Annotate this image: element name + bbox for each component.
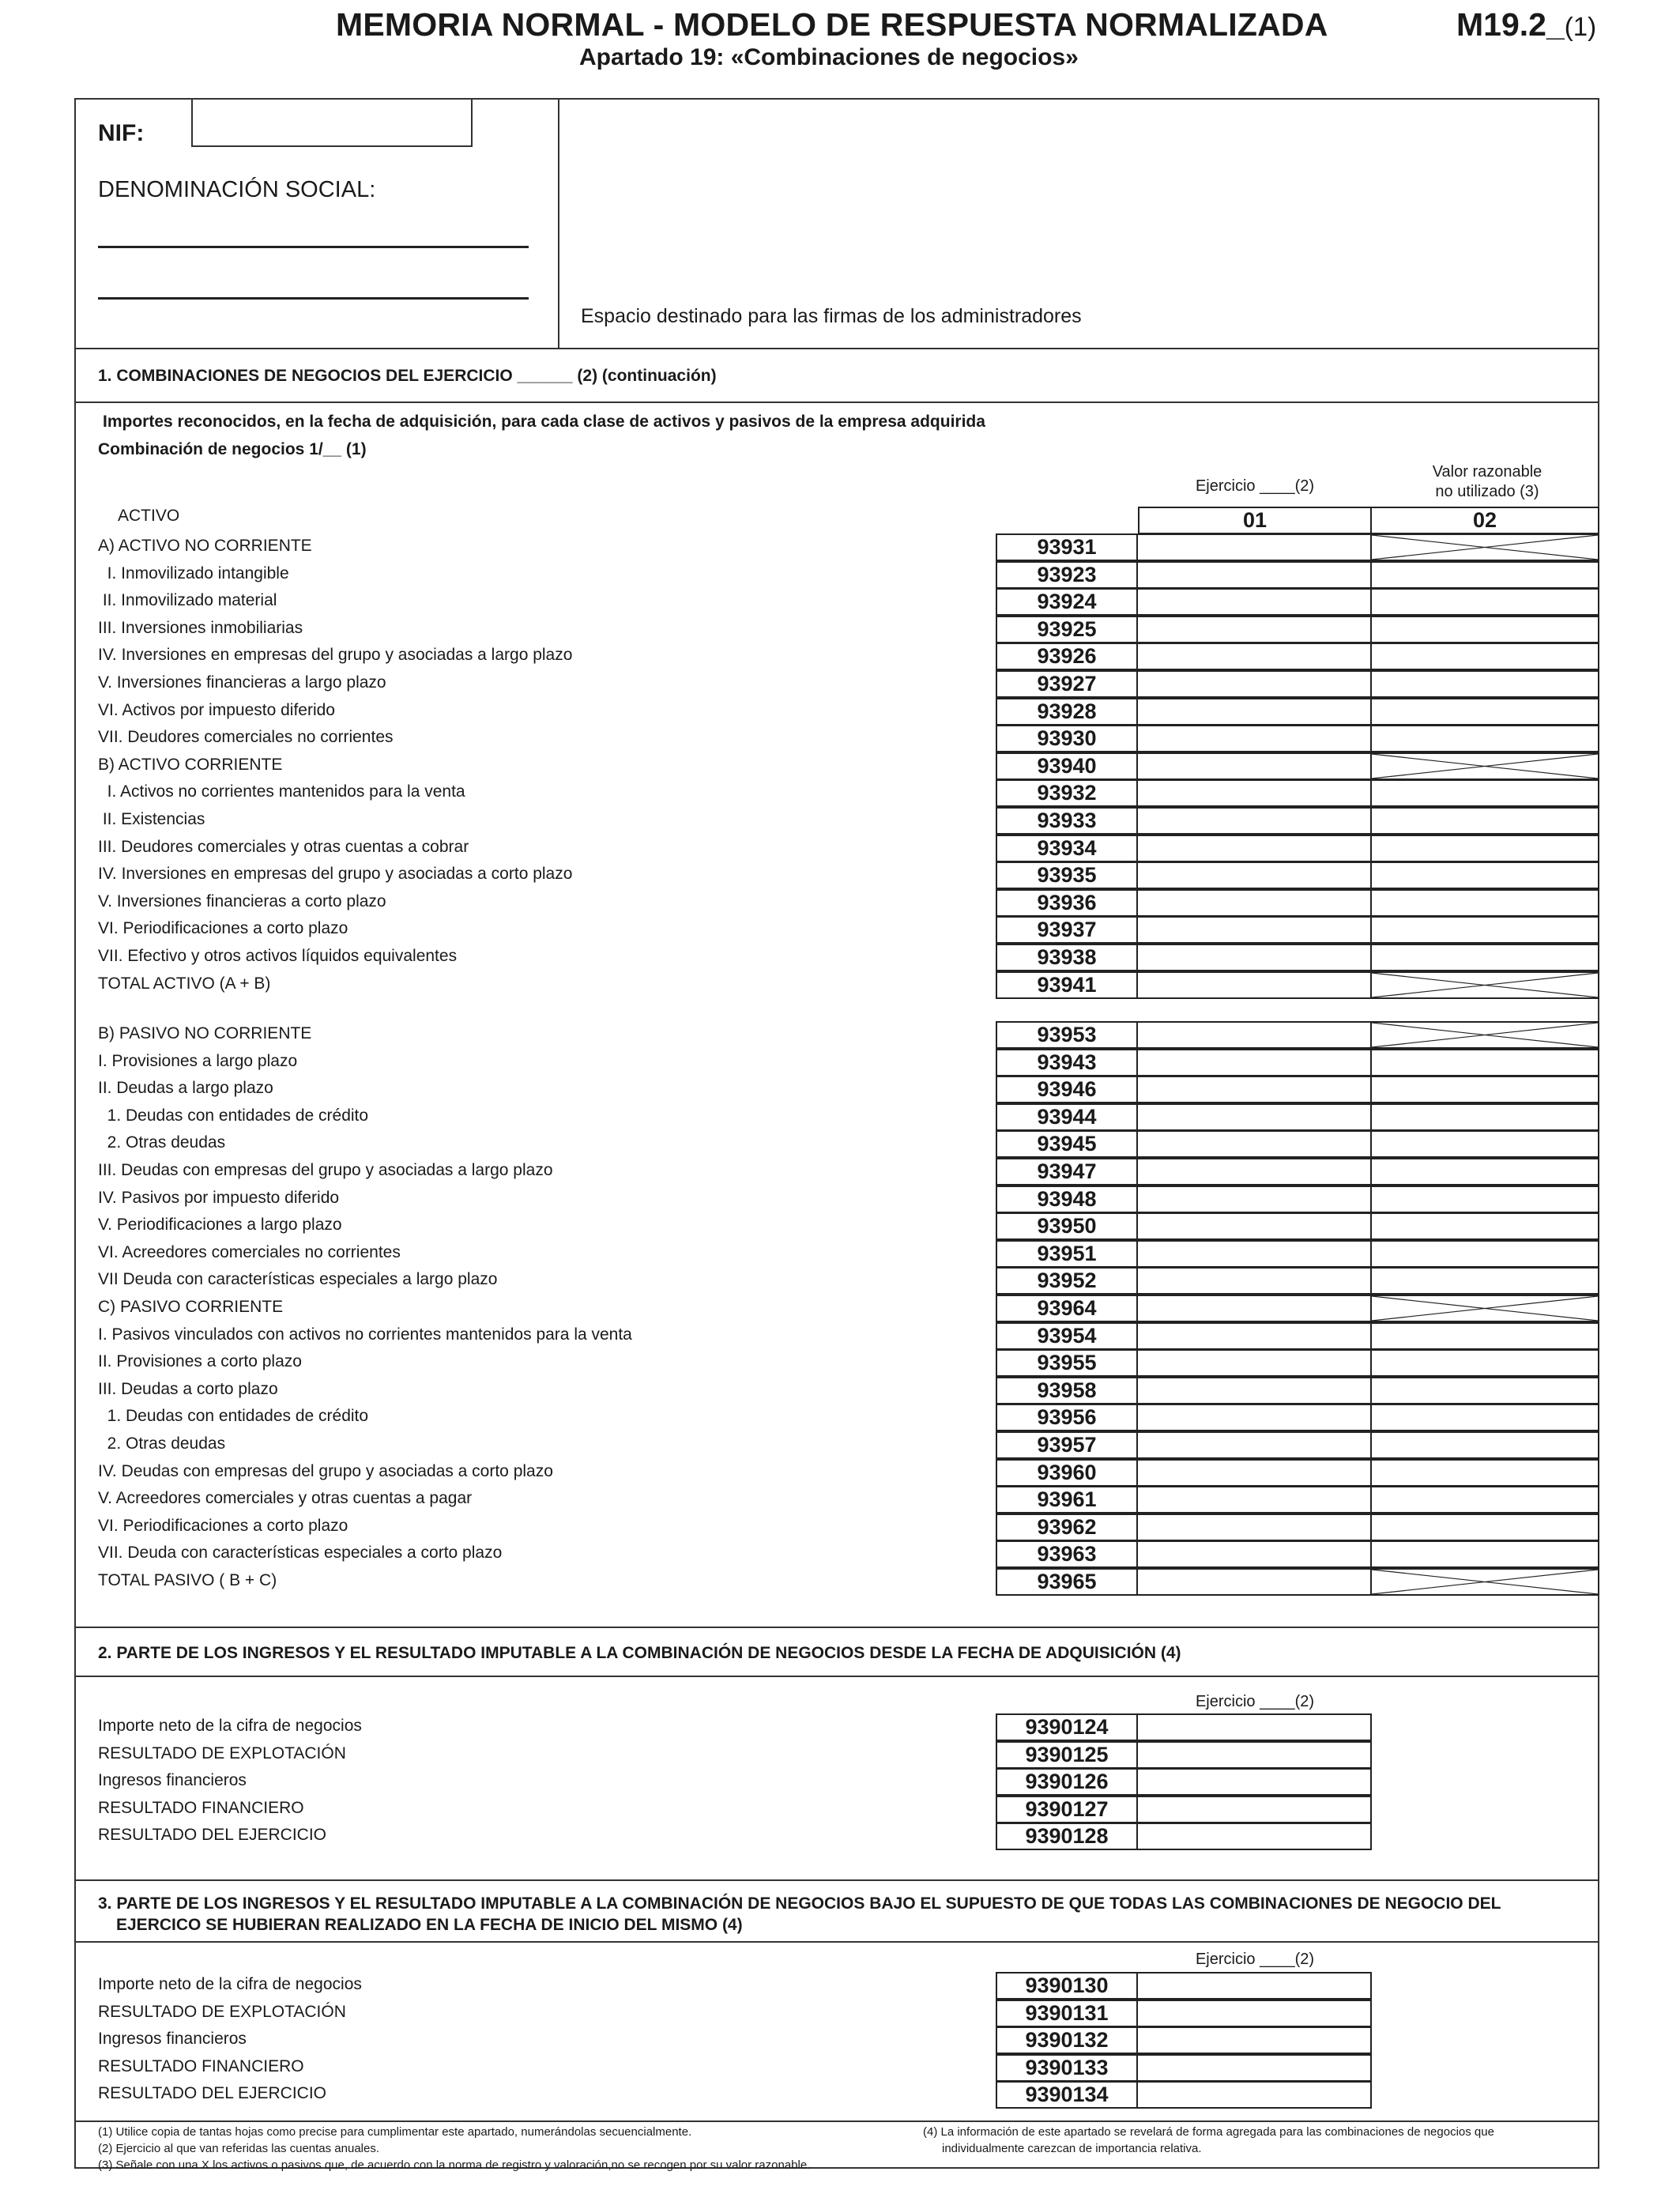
value-cell-valor-razonable[interactable] bbox=[1370, 889, 1599, 917]
row-code: 9390124 bbox=[996, 1713, 1138, 1741]
row-label: Ingresos financieros bbox=[98, 2030, 247, 2049]
value-cell-ejercicio[interactable] bbox=[1136, 807, 1372, 835]
row-label: TOTAL PASIVO ( B + C) bbox=[98, 1571, 277, 1589]
row-code: 93960 bbox=[996, 1459, 1138, 1487]
row-code: 93948 bbox=[996, 1186, 1138, 1213]
row-code: 93962 bbox=[996, 1514, 1138, 1541]
row-code: 9390126 bbox=[996, 1768, 1138, 1796]
row-code: 93926 bbox=[996, 643, 1138, 670]
value-cell-disabled bbox=[1370, 533, 1599, 561]
row-label: V. Acreedores comerciales y otras cuentas a pagar bbox=[98, 1489, 473, 1508]
value-cell-ejercicio[interactable] bbox=[1136, 1349, 1372, 1377]
denominacion-line-1[interactable] bbox=[98, 246, 529, 248]
value-cell-ejercicio[interactable] bbox=[1136, 1295, 1372, 1322]
value-cell-valor-razonable[interactable] bbox=[1370, 1431, 1599, 1459]
value-cell-ejercicio[interactable] bbox=[1136, 835, 1372, 862]
value-cell-disabled bbox=[1370, 752, 1599, 780]
value-cell-ejercicio[interactable] bbox=[1136, 1568, 1372, 1596]
value-cell-ejercicio[interactable] bbox=[1136, 2081, 1372, 2109]
row-label: II. Provisiones a corto plazo bbox=[98, 1352, 302, 1371]
value-cell-ejercicio[interactable] bbox=[1136, 1796, 1372, 1823]
value-cell-ejercicio[interactable] bbox=[1136, 889, 1372, 917]
value-cell-ejercicio[interactable] bbox=[1136, 1972, 1372, 2000]
row-code: 93930 bbox=[996, 725, 1138, 752]
row-code: 9390128 bbox=[996, 1823, 1138, 1850]
row-code: 93934 bbox=[996, 835, 1138, 862]
row-code: 93924 bbox=[996, 588, 1138, 616]
value-cell-ejercicio[interactable] bbox=[1136, 1741, 1372, 1769]
row-label: V. Periodificaciones a largo plazo bbox=[98, 1216, 342, 1235]
value-cell-ejercicio[interactable] bbox=[1136, 861, 1372, 889]
row-label: VII. Efectivo y otros activos líquidos equivalentes bbox=[98, 947, 458, 965]
row-label: 2. Otras deudas bbox=[98, 1434, 226, 1453]
row-code: 93937 bbox=[996, 916, 1138, 944]
value-cell-ejercicio[interactable] bbox=[1136, 1212, 1372, 1240]
row-code: 93943 bbox=[996, 1049, 1138, 1076]
value-cell-valor-razonable[interactable] bbox=[1370, 1322, 1599, 1350]
row-code: 9390131 bbox=[996, 2000, 1138, 2027]
value-cell-ejercicio[interactable] bbox=[1136, 2054, 1372, 2082]
row-code: 93927 bbox=[996, 670, 1138, 698]
value-cell-ejercicio[interactable] bbox=[1136, 1540, 1372, 1568]
value-cell-valor-razonable[interactable] bbox=[1370, 561, 1599, 589]
value-cell-valor-razonable[interactable] bbox=[1370, 1240, 1599, 1268]
col2-header-line2: no utilizado (3) bbox=[1435, 483, 1539, 500]
value-cell-ejercicio[interactable] bbox=[1136, 779, 1372, 807]
value-cell-valor-razonable[interactable] bbox=[1370, 1049, 1599, 1076]
value-cell-valor-razonable[interactable] bbox=[1370, 944, 1599, 971]
divider bbox=[74, 1676, 1599, 1677]
value-cell-ejercicio[interactable] bbox=[1136, 1514, 1372, 1541]
form-title-text: MEMORIA NORMAL - MODELO DE RESPUESTA NORMALIZADA bbox=[336, 6, 1328, 43]
footnote-1: (1) Utilice copia de tantas hojas como precise para cumplimentar este apartado, numerándolas secuencialmente. bbox=[98, 2125, 692, 2139]
row-code: 9390125 bbox=[996, 1741, 1138, 1769]
row-label: TOTAL ACTIVO (A + B) bbox=[98, 974, 271, 993]
row-label: Ingresos financieros bbox=[98, 1771, 247, 1790]
value-cell-ejercicio[interactable] bbox=[1136, 725, 1372, 752]
form-code bbox=[1456, 6, 1596, 43]
value-cell-ejercicio[interactable] bbox=[1136, 561, 1372, 589]
row-label: I. Inmovilizado intangible bbox=[98, 564, 289, 582]
row-label: I. Pasivos vinculados con activos no corrientes mantenidos para la venta bbox=[98, 1325, 632, 1344]
row-label: RESULTADO DE EXPLOTACIÓN bbox=[98, 1744, 346, 1762]
value-cell-ejercicio[interactable] bbox=[1136, 1103, 1372, 1131]
row-label: VI. Periodificaciones a corto plazo bbox=[98, 1516, 348, 1535]
row-label: I. Activos no corrientes mantenidos para la venta bbox=[98, 782, 465, 801]
row-code: 9390132 bbox=[996, 2026, 1138, 2054]
value-cell-ejercicio[interactable] bbox=[1136, 698, 1372, 726]
row-label: III. Deudas a corto plazo bbox=[98, 1379, 278, 1398]
row-code: 9390133 bbox=[996, 2054, 1138, 2082]
row-code: 93958 bbox=[996, 1377, 1138, 1404]
value-cell-ejercicio[interactable] bbox=[1136, 2026, 1372, 2054]
row-code: 93928 bbox=[996, 698, 1138, 726]
value-cell-disabled bbox=[1370, 971, 1599, 999]
row-code: 93940 bbox=[996, 752, 1138, 780]
row-label: Importe neto de la cifra de negocios bbox=[98, 1975, 362, 1993]
row-label: V. Inversiones financieras a corto plazo bbox=[98, 892, 386, 910]
cross-mark-icon bbox=[1372, 535, 1598, 560]
row-code: 93951 bbox=[996, 1240, 1138, 1268]
row-label: RESULTADO DE EXPLOTACIÓN bbox=[98, 2002, 346, 2021]
row-code: 93961 bbox=[996, 1486, 1138, 1514]
value-cell-ejercicio[interactable] bbox=[1136, 1404, 1372, 1431]
section3-title-line2: EJERCICO SE HUBIERAN REALIZADO EN LA FECHA DE INICIO DEL MISMO (4) bbox=[116, 1916, 743, 1934]
row-label: VII. Deuda con características especiales a corto plazo bbox=[98, 1544, 503, 1563]
value-cell-ejercicio[interactable] bbox=[1136, 1823, 1372, 1850]
value-cell-ejercicio[interactable] bbox=[1136, 971, 1372, 999]
value-cell-valor-razonable[interactable] bbox=[1370, 588, 1599, 616]
combination-label: Combinación de negocios 1/__ (1) bbox=[98, 440, 367, 458]
col2-number: 02 bbox=[1370, 507, 1599, 534]
value-cell-ejercicio[interactable] bbox=[1136, 1713, 1372, 1741]
row-label: II. Deudas a largo plazo bbox=[98, 1079, 273, 1098]
row-code: 93964 bbox=[996, 1295, 1138, 1322]
row-label: Importe neto de la cifra de negocios bbox=[98, 1717, 362, 1735]
form-code-text: M19.2_ bbox=[1456, 6, 1565, 43]
row-code: 93935 bbox=[996, 861, 1138, 889]
row-label: RESULTADO DEL EJERCICIO bbox=[98, 2084, 326, 2103]
row-code: 93955 bbox=[996, 1349, 1138, 1377]
cross-mark-icon bbox=[1372, 754, 1598, 778]
divider bbox=[74, 1879, 1599, 1881]
value-cell-valor-razonable[interactable] bbox=[1370, 1377, 1599, 1404]
row-label: VI. Activos por impuesto diferido bbox=[98, 700, 335, 719]
denominacion-line-2[interactable] bbox=[98, 297, 529, 300]
value-cell-ejercicio[interactable] bbox=[1136, 616, 1372, 643]
row-label: II. Existencias bbox=[98, 810, 205, 828]
row-label: IV. Deudas con empresas del grupo y asociadas a corto plazo bbox=[98, 1461, 553, 1480]
row-label: V. Inversiones financieras a largo plazo bbox=[98, 673, 386, 692]
value-cell-disabled bbox=[1370, 1568, 1599, 1596]
row-label: RESULTADO DEL EJERCICIO bbox=[98, 1826, 326, 1845]
row-label: I. Provisiones a largo plazo bbox=[98, 1051, 298, 1070]
value-cell-ejercicio[interactable] bbox=[1136, 588, 1372, 616]
divider bbox=[74, 401, 1599, 403]
row-code: 93933 bbox=[996, 807, 1138, 835]
value-cell-ejercicio[interactable] bbox=[1136, 643, 1372, 670]
row-label: IV. Inversiones en empresas del grupo y asociadas a largo plazo bbox=[98, 646, 573, 665]
value-cell-valor-razonable[interactable] bbox=[1370, 1130, 1599, 1158]
section1-intro: Importes reconocidos, en la fecha de adquisición, para cada clase de activos y pasivos de la empresa adquirida bbox=[103, 413, 985, 431]
row-code: 93925 bbox=[996, 616, 1138, 643]
footnote-3: (3) Señale con una X los activos o pasivos que, de acuerdo con la norma de registro y valoración,no se recogen por su valor razonable. bbox=[98, 2158, 811, 2172]
value-cell-valor-razonable[interactable] bbox=[1370, 1076, 1599, 1103]
divider bbox=[74, 2120, 1599, 2122]
row-label: VI. Acreedores comerciales no corrientes bbox=[98, 1242, 401, 1261]
row-code: 93963 bbox=[996, 1540, 1138, 1568]
row-code: 93932 bbox=[996, 779, 1138, 807]
footnote-2: (2) Ejercicio al que van referidas las cuentas anuales. bbox=[98, 2142, 380, 2155]
value-cell-ejercicio[interactable] bbox=[1136, 2000, 1372, 2027]
section2-title: 2. PARTE DE LOS INGRESOS Y EL RESULTADO IMPUTABLE A LA COMBINACIÓN DE NEGOCIOS DESDE LA FECHA DE ADQUISICIÓN (4) bbox=[98, 1644, 1181, 1662]
divider bbox=[74, 1627, 1599, 1628]
value-cell-ejercicio[interactable] bbox=[1136, 1267, 1372, 1295]
row-label: C) PASIVO CORRIENTE bbox=[98, 1298, 284, 1316]
row-code: 93957 bbox=[996, 1431, 1138, 1459]
form-subtitle: Apartado 19: «Combinaciones de negocios» bbox=[579, 44, 1079, 70]
section3-title-line1: 3. PARTE DE LOS INGRESOS Y EL RESULTADO IMPUTABLE A LA COMBINACIÓN DE NEGOCIOS BAJO EL SUPUESTO DE QUE TODAS LAS COMBINACIONES DE NEGOCIO DEL bbox=[98, 1894, 1501, 1913]
value-cell-ejercicio[interactable] bbox=[1136, 916, 1372, 944]
value-cell-ejercicio[interactable] bbox=[1136, 1322, 1372, 1350]
value-cell-disabled bbox=[1370, 1295, 1599, 1322]
value-cell-valor-razonable[interactable] bbox=[1370, 1514, 1599, 1541]
value-cell-valor-razonable[interactable] bbox=[1370, 1459, 1599, 1487]
firmas-area[interactable] bbox=[559, 100, 1598, 297]
value-cell-ejercicio[interactable] bbox=[1136, 944, 1372, 971]
row-label: III. Inversiones inmobiliarias bbox=[98, 618, 303, 637]
cross-mark-icon bbox=[1372, 973, 1598, 997]
value-cell-valor-razonable[interactable] bbox=[1370, 1540, 1599, 1568]
row-label: RESULTADO FINANCIERO bbox=[98, 1798, 304, 1817]
col1-header: Ejercicio ____(2) bbox=[1195, 477, 1315, 495]
value-cell-ejercicio[interactable] bbox=[1136, 1076, 1372, 1103]
row-code: 93944 bbox=[996, 1103, 1138, 1131]
value-cell-ejercicio[interactable] bbox=[1136, 1486, 1372, 1514]
section2-col-header: Ejercicio ____(2) bbox=[1195, 1693, 1315, 1710]
divider bbox=[74, 348, 1599, 349]
value-cell-valor-razonable[interactable] bbox=[1370, 779, 1599, 807]
value-cell-ejercicio[interactable] bbox=[1136, 1377, 1372, 1404]
firmas-label: Espacio destinado para las firmas de los administradores bbox=[581, 305, 1082, 327]
row-code: 9390127 bbox=[996, 1796, 1138, 1823]
value-cell-disabled bbox=[1370, 1021, 1599, 1049]
form-code-note: (1) bbox=[1564, 12, 1597, 41]
row-label: II. Inmovilizado material bbox=[98, 591, 277, 610]
row-label: IV. Pasivos por impuesto diferido bbox=[98, 1188, 340, 1207]
row-code: 93945 bbox=[996, 1130, 1138, 1158]
value-cell-valor-razonable[interactable] bbox=[1370, 1267, 1599, 1295]
value-cell-valor-razonable[interactable] bbox=[1370, 1212, 1599, 1240]
row-code: 93950 bbox=[996, 1212, 1138, 1240]
value-cell-ejercicio[interactable] bbox=[1136, 1240, 1372, 1268]
value-cell-ejercicio[interactable] bbox=[1136, 1186, 1372, 1213]
row-code: 93947 bbox=[996, 1158, 1138, 1186]
value-cell-valor-razonable[interactable] bbox=[1370, 835, 1599, 862]
value-cell-valor-razonable[interactable] bbox=[1370, 1158, 1599, 1186]
value-cell-valor-razonable[interactable] bbox=[1370, 1103, 1599, 1131]
value-cell-valor-razonable[interactable] bbox=[1370, 670, 1599, 698]
row-label: B) PASIVO NO CORRIENTE bbox=[98, 1024, 312, 1042]
col1-number: 01 bbox=[1138, 507, 1372, 534]
row-code: 93954 bbox=[996, 1322, 1138, 1350]
value-cell-ejercicio[interactable] bbox=[1136, 1431, 1372, 1459]
row-label: 1. Deudas con entidades de crédito bbox=[98, 1106, 369, 1125]
value-cell-valor-razonable[interactable] bbox=[1370, 725, 1599, 752]
value-cell-valor-razonable[interactable] bbox=[1370, 1486, 1599, 1514]
row-code: 9390134 bbox=[996, 2081, 1138, 2109]
value-cell-ejercicio[interactable] bbox=[1136, 1459, 1372, 1487]
value-cell-ejercicio[interactable] bbox=[1136, 1768, 1372, 1796]
value-cell-ejercicio[interactable] bbox=[1136, 1021, 1372, 1049]
denominacion-label: DENOMINACIÓN SOCIAL: bbox=[98, 177, 376, 202]
footnote-4-line1: (4) La información de este apartado se revelará de forma agregada para las combinaciones de negocios que bbox=[923, 2125, 1494, 2139]
footnote-4-line2: individualmente carezcan de importancia relativa. bbox=[942, 2142, 1202, 2155]
divider bbox=[74, 1941, 1599, 1943]
cross-mark-icon bbox=[1372, 1570, 1598, 1594]
row-label: VI. Periodificaciones a corto plazo bbox=[98, 919, 348, 938]
row-label: III. Deudas con empresas del grupo y asociadas a largo plazo bbox=[98, 1161, 553, 1179]
nif-field[interactable] bbox=[191, 98, 473, 147]
value-cell-ejercicio[interactable] bbox=[1136, 670, 1372, 698]
value-cell-valor-razonable[interactable] bbox=[1370, 1404, 1599, 1431]
col2-header-line1: Valor razonable bbox=[1432, 463, 1543, 481]
value-cell-valor-razonable[interactable] bbox=[1370, 916, 1599, 944]
section1-title: 1. COMBINACIONES DE NEGOCIOS DEL EJERCICIO ______ (2) (continuación) bbox=[98, 367, 717, 385]
cross-mark-icon bbox=[1372, 1023, 1598, 1047]
value-cell-ejercicio[interactable] bbox=[1136, 1158, 1372, 1186]
row-code: 93953 bbox=[996, 1021, 1138, 1049]
row-code: 93923 bbox=[996, 561, 1138, 589]
value-cell-ejercicio[interactable] bbox=[1136, 1049, 1372, 1076]
activo-heading: ACTIVO bbox=[118, 507, 180, 525]
value-cell-valor-razonable[interactable] bbox=[1370, 807, 1599, 835]
row-code: 93938 bbox=[996, 944, 1138, 971]
row-label: 2. Otras deudas bbox=[98, 1133, 226, 1152]
value-cell-ejercicio[interactable] bbox=[1136, 533, 1372, 561]
row-code: 93931 bbox=[996, 533, 1138, 561]
value-cell-valor-razonable[interactable] bbox=[1370, 643, 1599, 670]
value-cell-valor-razonable[interactable] bbox=[1370, 1186, 1599, 1213]
nif-label: NIF: bbox=[98, 120, 145, 146]
value-cell-valor-razonable[interactable] bbox=[1370, 616, 1599, 643]
row-label: IV. Inversiones en empresas del grupo y asociadas a corto plazo bbox=[98, 865, 573, 884]
row-code: 93952 bbox=[996, 1267, 1138, 1295]
row-code: 93965 bbox=[996, 1568, 1138, 1596]
row-label: 1. Deudas con entidades de crédito bbox=[98, 1407, 369, 1426]
row-code: 93946 bbox=[996, 1076, 1138, 1103]
row-label: VII. Deudores comerciales no corrientes bbox=[98, 728, 394, 747]
row-label: B) ACTIVO CORRIENTE bbox=[98, 755, 283, 774]
row-code: 93936 bbox=[996, 889, 1138, 917]
section3-col-header: Ejercicio ____(2) bbox=[1195, 1951, 1315, 1968]
row-code: 93956 bbox=[996, 1404, 1138, 1431]
row-code: 93941 bbox=[996, 971, 1138, 999]
row-label: VII Deuda con características especiales a largo plazo bbox=[98, 1270, 498, 1289]
value-cell-valor-razonable[interactable] bbox=[1370, 861, 1599, 889]
row-label: RESULTADO FINANCIERO bbox=[98, 2056, 304, 2075]
value-cell-ejercicio[interactable] bbox=[1136, 752, 1372, 780]
cross-mark-icon bbox=[1372, 1296, 1598, 1321]
value-cell-valor-razonable[interactable] bbox=[1370, 698, 1599, 726]
row-label: A) ACTIVO NO CORRIENTE bbox=[98, 537, 312, 555]
row-code: 9390130 bbox=[996, 1972, 1138, 2000]
value-cell-valor-razonable[interactable] bbox=[1370, 1349, 1599, 1377]
value-cell-ejercicio[interactable] bbox=[1136, 1130, 1372, 1158]
row-label: III. Deudores comerciales y otras cuentas a cobrar bbox=[98, 837, 469, 856]
